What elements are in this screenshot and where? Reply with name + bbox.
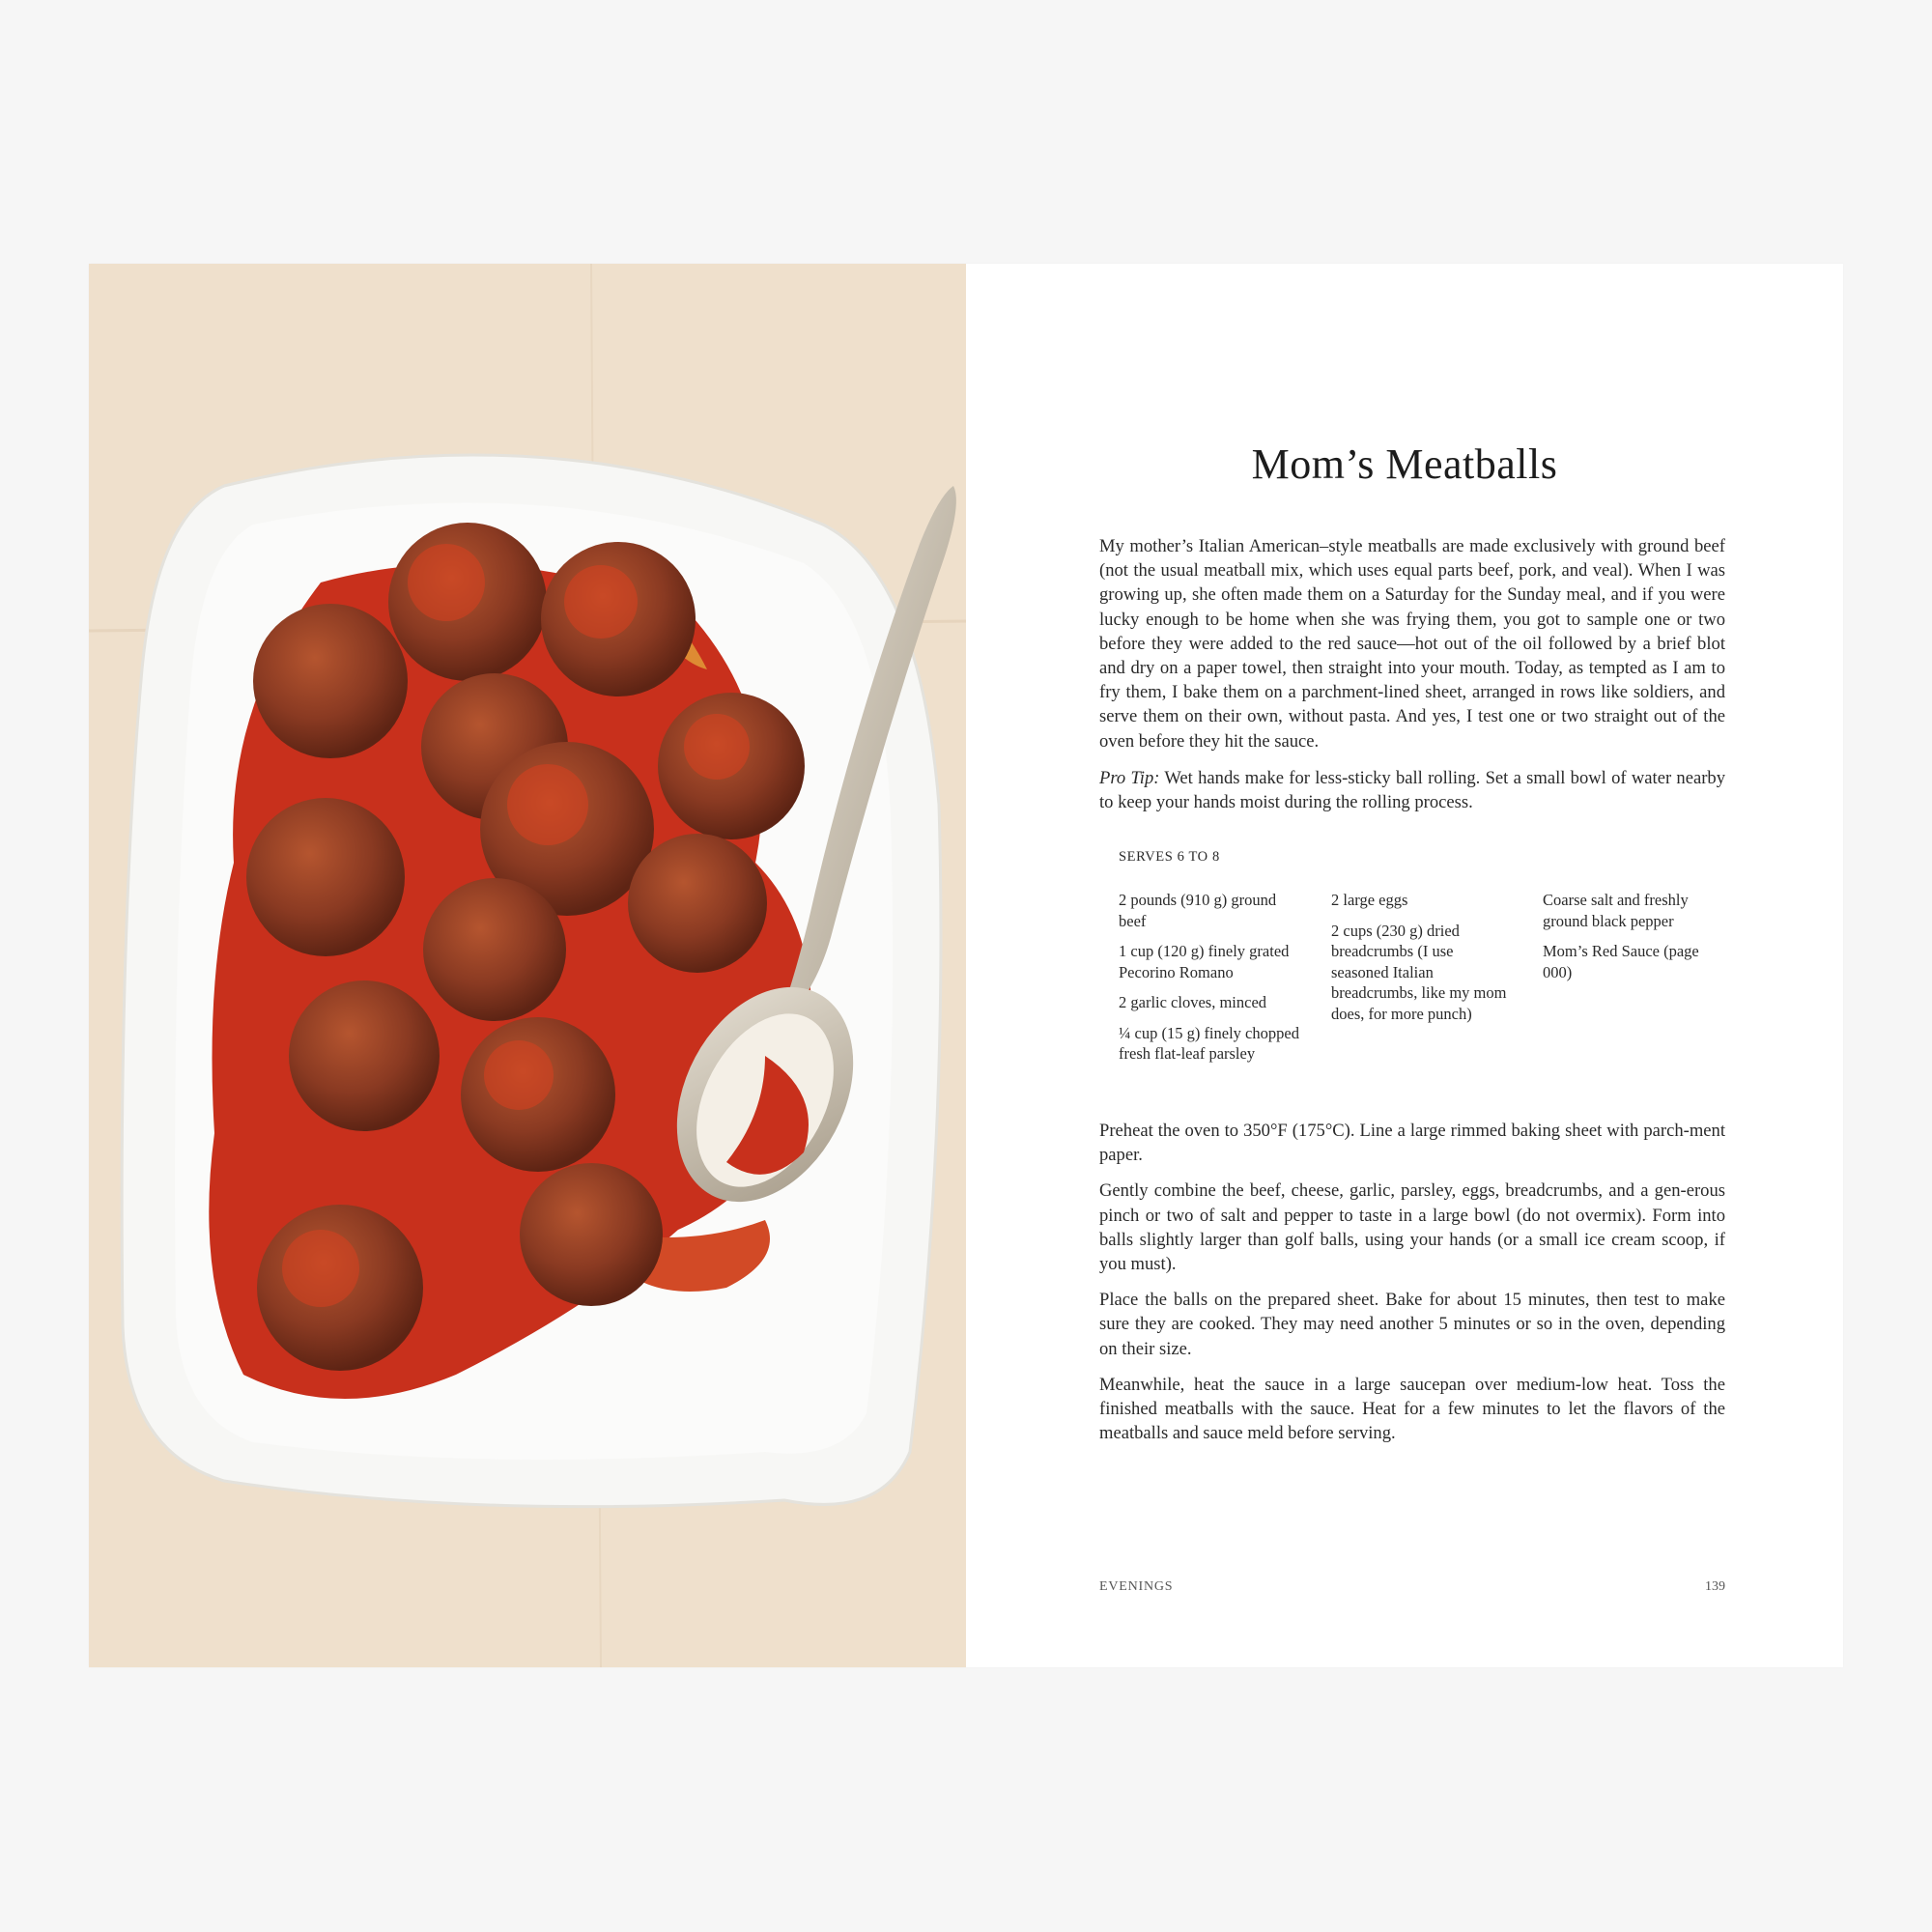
meatballs-photo-icon xyxy=(89,264,966,1667)
ingredient-item: ¼ cup (15 g) finely chopped fresh flat-leaf parsley xyxy=(1119,1023,1299,1063)
pro-tip-label: Pro Tip: xyxy=(1099,768,1160,788)
recipe-steps xyxy=(1099,1119,1725,1457)
photo-page xyxy=(89,264,966,1667)
ingredients-column-1 xyxy=(1119,890,1302,1074)
recipe-page xyxy=(966,264,1843,1667)
recipe-step: Meanwhile, heat the sauce in a large saucepan over medium-low heat. Toss the finished meatballs with the sauce. Heat for a few minutes to let the flavors of the meatballs and sauce meld before serving. xyxy=(1099,1374,1725,1444)
recipe-step: Preheat the oven to 350°F (175°C). Line a large rimmed baking sheet with parch-ment paper. xyxy=(1099,1121,1725,1166)
ingredients-column-3 xyxy=(1543,890,1721,992)
recipe-intro: My mother’s Italian American–style meatballs are made exclusively with ground beef (not the usual meatball mix, which uses equal parts beef, pork, and veal). When I was growing up, she often made them on a Saturday for the Sunday meal, and if you were lucky enough to be home when she was frying them, you got to sample one or two before they were added to the red sauce—hot out of the oil followed by a brief blot and dry on a paper towel, then straight into your mouth. Today, as tempted as I am to fry them, I bake them on a parchment-lined sheet, arranged in rows like soldiers, and serve them on their own, without pasta. And yes, I test one or two straight out of the oven before they hit the sauce. xyxy=(1099,536,1725,752)
pro-tip xyxy=(1099,766,1725,814)
footer-section-name: EVENINGS xyxy=(1099,1579,1174,1594)
serves-label: SERVES 6 TO 8 xyxy=(1119,849,1220,865)
pro-tip-text: Wet hands make for less-sticky ball rolling. Set a small bowl of water nearby to keep your hands moist during the rolling process. xyxy=(1099,768,1725,813)
ingredient-item: 2 garlic cloves, minced xyxy=(1119,993,1267,1011)
ingredient-item: 2 pounds (910 g) ground beef xyxy=(1119,891,1277,930)
book-spread xyxy=(89,264,1843,1667)
ingredient-item: Mom’s Red Sauce (page 000) xyxy=(1543,942,1699,981)
ingredient-item: 1 cup (120 g) finely grated Pecorino Romano xyxy=(1119,942,1290,981)
recipe-step: Place the balls on the prepared sheet. Bake for about 15 minutes, then test to make sure they are cooked. They may need another 5 minutes or so in the oven, depending on their size. xyxy=(1099,1290,1725,1359)
ingredient-item: 2 cups (230 g) dried breadcrumbs (I use seasoned Italian breadcrumbs, like my mom does, for more punch) xyxy=(1331,921,1507,1023)
recipe-title: Mom’s Meatballs xyxy=(1251,440,1558,488)
page-number: 139 xyxy=(1705,1579,1725,1594)
ingredients-column-2 xyxy=(1331,890,1515,1034)
ingredient-item: 2 large eggs xyxy=(1331,891,1408,909)
recipe-step: Gently combine the beef, cheese, garlic, parsley, eggs, breadcrumbs, and a gen-erous pinch or two of salt and pepper to taste in a large bowl (do not overmix). Form into balls slightly larger than golf balls, using your hands (or a small ice cream scoop, if you must). xyxy=(1099,1180,1725,1275)
ingredient-item: Coarse salt and freshly ground black pepper xyxy=(1543,891,1689,930)
